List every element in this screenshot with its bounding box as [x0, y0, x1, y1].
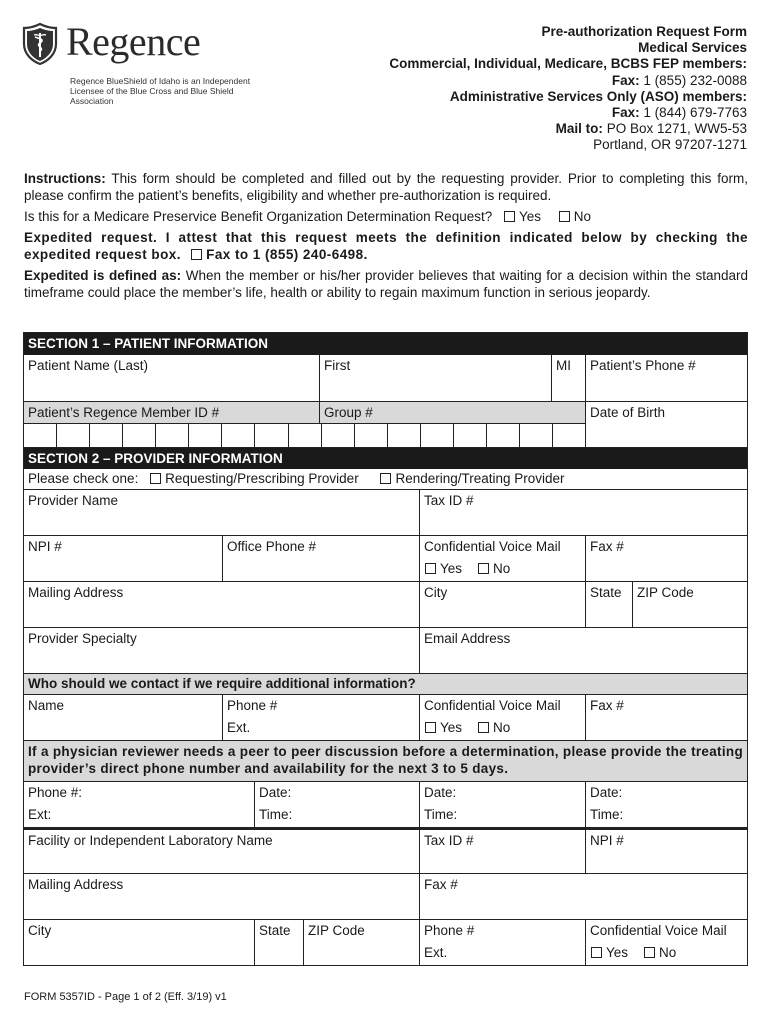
aso-fax-number: 1 (844) 679-7763 — [643, 105, 747, 121]
contact-phone-field[interactable] — [222, 695, 419, 740]
check-one-label: Please check one: — [28, 471, 139, 486]
rendering-checkbox[interactable] — [380, 473, 391, 484]
voicemail-no-label: No — [493, 561, 511, 576]
provider-name-field[interactable] — [24, 490, 419, 535]
provider-name-label: Provider Name — [28, 493, 119, 508]
contact-voicemail-yes-label: Yes — [440, 720, 463, 735]
voicemail-yes-checkbox[interactable] — [425, 563, 436, 574]
facility-fax-label: Fax # — [424, 877, 458, 892]
contact-name-label: Name — [28, 698, 65, 713]
tax-id-label: Tax ID # — [424, 493, 474, 508]
contact-fax-field[interactable] — [585, 695, 747, 740]
fax-label: Fax: — [611, 72, 640, 88]
shield-caduceus-icon — [22, 22, 58, 66]
facility-tax-id-field[interactable] — [419, 830, 585, 873]
member-id-boxes[interactable] — [24, 423, 585, 447]
expedited-definition — [24, 267, 748, 301]
city-label: City — [424, 585, 448, 600]
peer-phone-label: Phone #: — [28, 785, 83, 800]
fax-field[interactable] — [585, 536, 747, 581]
voicemail-no-checkbox[interactable] — [478, 563, 489, 574]
peer-discussion-text: If a physician reviewer needs a peer to peer discussion before a determination, please provide the treating provider’s direct phone number and availability for the next 3 to 5 days. — [24, 741, 747, 781]
availability-3-field[interactable] — [585, 782, 747, 827]
defined-label: Expedited is defined as: — [24, 268, 182, 283]
npi-label: NPI # — [28, 539, 62, 554]
facility-zip-field[interactable] — [303, 920, 419, 965]
mailing-address-field[interactable] — [24, 582, 419, 627]
rendering-label: Rendering/Treating Provider — [395, 471, 565, 486]
medicare-question-text: Is this for a Medicare Preservice Benefit Organization Determination Request? — [24, 209, 493, 224]
contact-fax-label: Fax # — [590, 698, 624, 713]
contact-phone-label: Phone # — [227, 698, 278, 713]
facility-name-field[interactable] — [24, 830, 419, 873]
facility-voicemail-options — [590, 942, 747, 964]
patient-phone-field[interactable] — [585, 355, 747, 401]
group-label: Group # — [319, 402, 585, 423]
member-id-row — [24, 401, 747, 447]
facility-row — [24, 827, 747, 873]
specialty-field[interactable] — [24, 628, 419, 673]
facility-voicemail-field — [585, 920, 747, 965]
facility-mailing-field[interactable] — [24, 874, 419, 919]
peer-row — [24, 740, 747, 781]
medicare-no-checkbox[interactable] — [559, 211, 570, 222]
dob-label: Date of Birth — [590, 405, 666, 420]
form-subtitle: Medical Services — [638, 40, 747, 56]
contact-voicemail-field — [419, 695, 585, 740]
mail-line — [389, 121, 747, 137]
contact-voicemail-no-label: No — [493, 720, 511, 735]
time-1-label: Time: — [259, 807, 293, 822]
patient-mi-label: MI — [556, 358, 571, 373]
mailing-address-label: Mailing Address — [28, 585, 124, 600]
requesting-label: Requesting/Prescribing Provider — [165, 471, 359, 486]
form-header — [389, 24, 747, 154]
contact-voicemail-no-checkbox[interactable] — [478, 722, 489, 733]
aso-fax-label: Fax: — [611, 105, 640, 121]
facility-ext-label: Ext. — [424, 945, 448, 960]
facility-voicemail-label: Confidential Voice Mail — [590, 923, 727, 938]
voicemail-yes-label: Yes — [440, 561, 463, 576]
date-3-label: Date: — [590, 785, 623, 800]
peer-phone-field[interactable] — [24, 782, 254, 827]
email-label: Email Address — [424, 631, 511, 646]
contact-name-field[interactable] — [24, 695, 222, 740]
availability-1-field[interactable] — [254, 782, 419, 827]
facility-name-label: Facility or Independent Laboratory Name — [28, 833, 273, 848]
facility-fax-field[interactable] — [419, 874, 747, 919]
member-id-label: Patient’s Regence Member ID # — [28, 405, 220, 420]
expedited-request — [24, 229, 748, 263]
medicare-no-label: No — [573, 209, 592, 224]
time-3-label: Time: — [590, 807, 624, 822]
member-group-labels — [24, 402, 585, 423]
facility-voicemail-no-label: No — [659, 945, 677, 960]
form-footer: FORM 5357ID - Page 1 of 2 (Eff. 3/19) v1 — [24, 991, 227, 1003]
mail-address-1: PO Box 1271, WW5-53 — [606, 121, 747, 137]
instructions — [24, 170, 748, 305]
facility-city-label: City — [28, 923, 52, 938]
contact-voicemail-options — [424, 717, 585, 739]
expedited-fax: Fax to 1 (855) 240-6498. — [206, 247, 368, 262]
contact-row — [24, 694, 747, 740]
specialty-label: Provider Specialty — [28, 631, 137, 646]
defined-text: When the member or his/her provider believes that waiting for a decision within the standard timeframe could place the member’s life, health or ability to regain maximum function in serious jeopardy. — [24, 268, 748, 300]
facility-phone-field[interactable] — [419, 920, 585, 965]
mail-label: Mail to: — [555, 121, 603, 137]
facility-phone-label: Phone # — [424, 923, 475, 938]
facility-voicemail-yes-checkbox[interactable] — [591, 947, 602, 958]
zip-field[interactable] — [632, 582, 747, 627]
patient-mi-field[interactable] — [551, 355, 585, 401]
date-2-label: Date: — [424, 785, 457, 800]
mail-address-2: Portland, OR 97207-1271 — [593, 137, 747, 153]
fax-number: 1 (855) 232-0088 — [643, 72, 747, 88]
fax-field-label: Fax # — [590, 539, 624, 554]
provider-name-row — [24, 489, 747, 535]
state-field[interactable] — [585, 582, 632, 627]
contact-voicemail-label: Confidential Voice Mail — [424, 698, 561, 713]
patient-first-name-field[interactable] — [319, 355, 551, 401]
npi-row — [24, 535, 747, 581]
patient-name-row — [24, 355, 747, 401]
facility-zip-label: ZIP Code — [308, 923, 365, 938]
contact-voicemail-yes-checkbox[interactable] — [425, 722, 436, 733]
contact-ext-label: Ext. — [227, 720, 251, 735]
mailing-row — [24, 581, 747, 627]
provider-type-row — [24, 469, 747, 489]
voicemail-options — [424, 558, 585, 580]
section2-header: SECTION 2 – PROVIDER INFORMATION — [24, 447, 747, 469]
provider-type-field — [24, 469, 747, 489]
peer-ext-label: Ext: — [28, 807, 52, 822]
facility-mailing-row — [24, 873, 747, 919]
brand-tagline: Regence BlueShield of Idaho is an Independent Licensee of the Blue Cross and Blue Shield Association — [70, 76, 251, 106]
npi-field[interactable] — [24, 536, 222, 581]
section1-header: SECTION 1 – PATIENT INFORMATION — [24, 333, 747, 355]
requesting-checkbox[interactable] — [150, 473, 161, 484]
medicare-question — [24, 208, 748, 225]
facility-city-field[interactable] — [24, 920, 254, 965]
facility-npi-field[interactable] — [585, 830, 747, 873]
city-field[interactable] — [419, 582, 585, 627]
facility-state-label: State — [259, 923, 291, 938]
email-field[interactable] — [419, 628, 747, 673]
instructions-paragraph — [24, 170, 748, 204]
time-2-label: Time: — [424, 807, 458, 822]
patient-last-name-field[interactable] — [24, 355, 319, 401]
specialty-row — [24, 627, 747, 673]
peer-availability-row — [24, 781, 747, 827]
patient-first-name-label: First — [324, 358, 351, 373]
date-1-label: Date: — [259, 785, 292, 800]
zip-label: ZIP Code — [637, 585, 694, 600]
aso-fax-line — [389, 105, 747, 121]
confidential-voicemail-label: Confidential Voice Mail — [424, 539, 561, 554]
member-group-block — [24, 402, 585, 447]
facility-tax-id-label: Tax ID # — [424, 833, 474, 848]
fax-line — [389, 73, 747, 89]
medicare-yes-checkbox[interactable] — [504, 211, 515, 222]
office-phone-field[interactable] — [222, 536, 419, 581]
confidential-voicemail-field — [419, 536, 585, 581]
facility-city-row — [24, 919, 747, 965]
brand-name: Regence — [66, 19, 201, 64]
contact-question: Who should we contact if we require additional information? — [24, 674, 747, 694]
facility-mailing-label: Mailing Address — [28, 877, 124, 892]
facility-voicemail-yes-label: Yes — [606, 945, 629, 960]
expedited-text: Expedited request. I attest that this request meets the definition indicated below by checking the expedited request box. — [24, 230, 748, 262]
members-line: Commercial, Individual, Medicare, BCBS FEP members: — [389, 56, 747, 72]
tax-id-field[interactable] — [419, 490, 747, 535]
medicare-yes-label: Yes — [519, 209, 542, 224]
state-label: State — [590, 585, 622, 600]
form-title: Pre-authorization Request Form — [541, 24, 747, 39]
facility-npi-label: NPI # — [590, 833, 624, 848]
expedited-checkbox[interactable] — [191, 249, 202, 260]
patient-phone-label: Patient’s Phone # — [590, 358, 696, 373]
form-table — [23, 332, 748, 966]
facility-voicemail-no-checkbox[interactable] — [644, 947, 655, 958]
dob-field[interactable] — [585, 402, 747, 447]
patient-last-name-label: Patient Name (Last) — [28, 358, 149, 373]
aso-line: Administrative Services Only (ASO) members: — [449, 88, 747, 104]
instructions-label: Instructions: — [24, 171, 106, 186]
facility-state-field[interactable] — [254, 920, 303, 965]
instructions-text: This form should be completed and filled out by the requesting provider. Prior to completing this form, please confirm the patient’s benefits, eligibility and whether pre-authorization is required. — [24, 171, 748, 203]
office-phone-label: Office Phone # — [227, 539, 317, 554]
contact-question-row — [24, 673, 747, 694]
availability-2-field[interactable] — [419, 782, 585, 827]
